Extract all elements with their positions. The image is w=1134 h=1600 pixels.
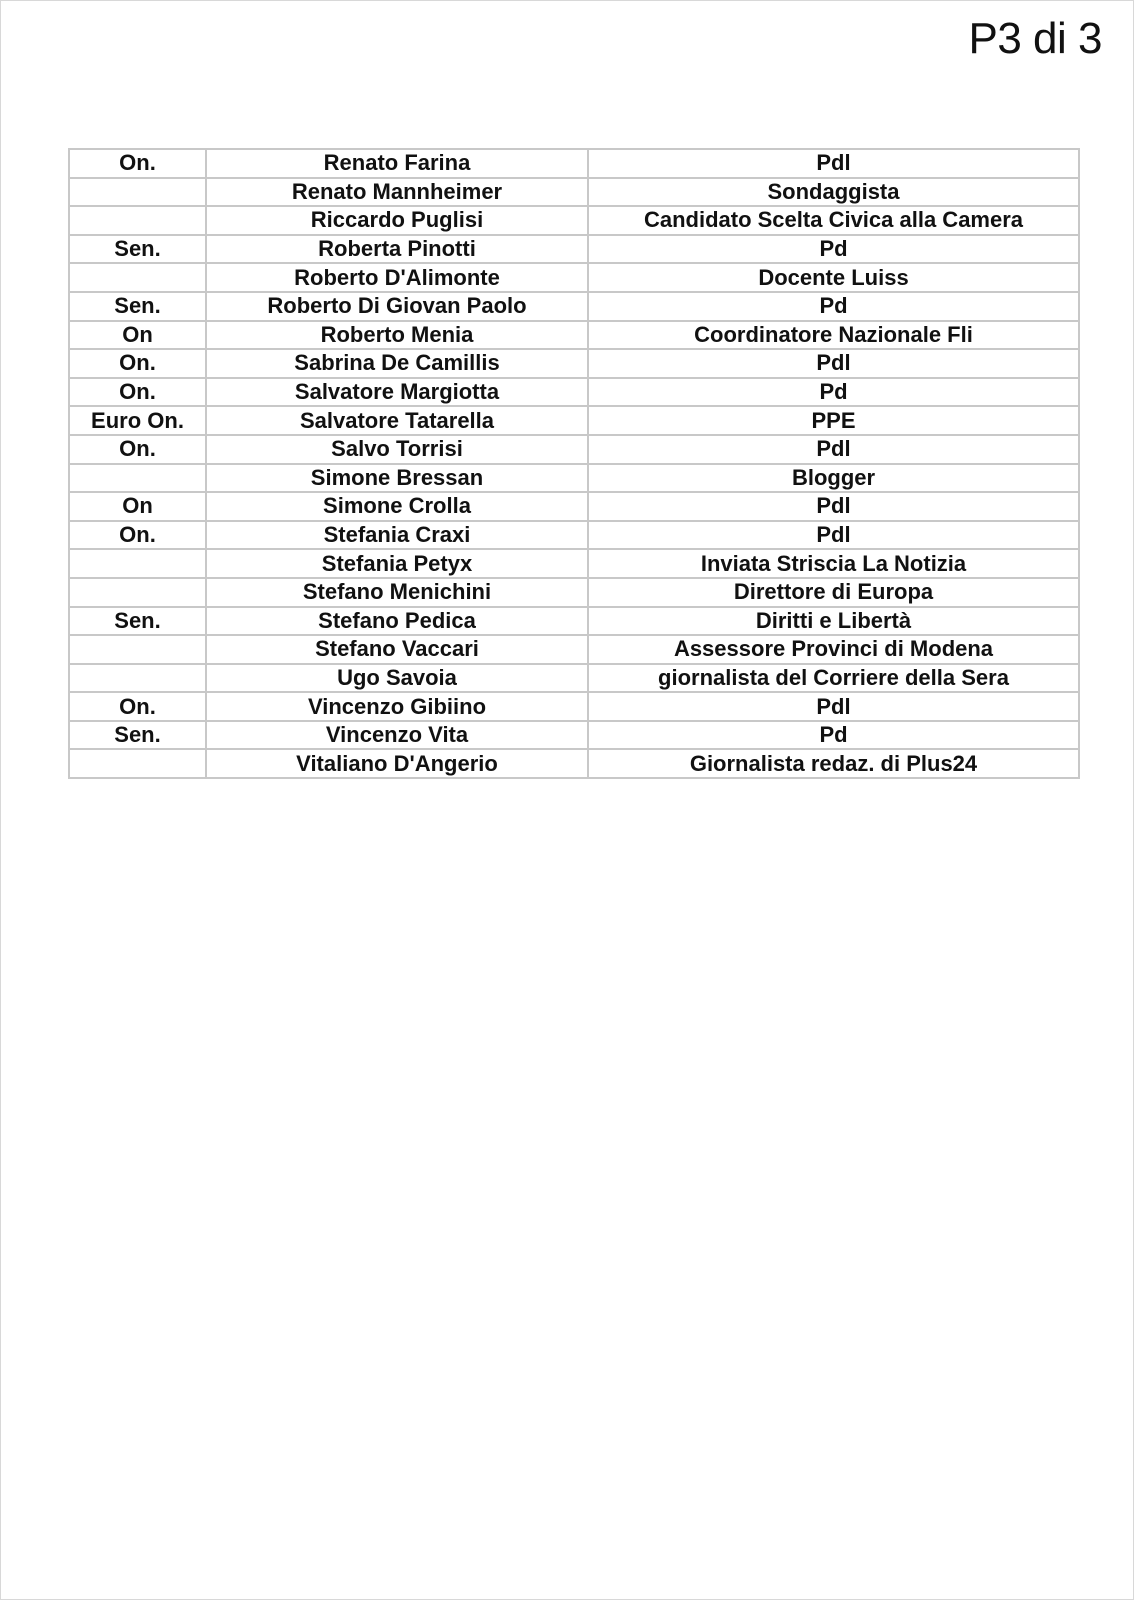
table-row	[69, 549, 1079, 578]
title-cell	[69, 749, 206, 778]
table-row	[69, 492, 1079, 521]
name-cell: Salvo Torrisi	[206, 435, 588, 464]
title-cell	[69, 464, 206, 493]
table-row	[69, 607, 1079, 636]
title-cell	[69, 178, 206, 207]
name-cell: Renato Mannheimer	[206, 178, 588, 207]
affiliation-cell: Pdl	[588, 435, 1079, 464]
affiliation-cell: Pdl	[588, 492, 1079, 521]
title-cell	[69, 578, 206, 607]
table-row	[69, 292, 1079, 321]
name-cell: Stefania Craxi	[206, 521, 588, 550]
table-row	[69, 721, 1079, 750]
table-row	[69, 749, 1079, 778]
title-cell: Sen.	[69, 607, 206, 636]
affiliation-cell: Candidato Scelta Civica alla Camera	[588, 206, 1079, 235]
table-row	[69, 635, 1079, 664]
name-cell: Salvatore Margiotta	[206, 378, 588, 407]
affiliation-cell: Pd	[588, 235, 1079, 264]
title-cell: On	[69, 321, 206, 350]
table-row	[69, 349, 1079, 378]
affiliation-cell: Pd	[588, 721, 1079, 750]
title-cell: On.	[69, 149, 206, 178]
affiliation-cell: Diritti e Libertà	[588, 607, 1079, 636]
title-cell	[69, 664, 206, 693]
name-cell: Stefano Pedica	[206, 607, 588, 636]
affiliation-cell: giornalista del Corriere della Sera	[588, 664, 1079, 693]
affiliation-cell: Assessore Provinci di Modena	[588, 635, 1079, 664]
name-cell: Stefania Petyx	[206, 549, 588, 578]
affiliation-cell: Coordinatore Nazionale Fli	[588, 321, 1079, 350]
affiliation-cell: PPE	[588, 406, 1079, 435]
name-cell: Ugo Savoia	[206, 664, 588, 693]
name-cell: Roberta Pinotti	[206, 235, 588, 264]
name-cell: Vincenzo Vita	[206, 721, 588, 750]
title-cell: On.	[69, 521, 206, 550]
name-cell: Roberto Di Giovan Paolo	[206, 292, 588, 321]
name-cell: Roberto D'Alimonte	[206, 263, 588, 292]
table-row	[69, 321, 1079, 350]
table-row	[69, 464, 1079, 493]
table-row	[69, 178, 1079, 207]
title-cell	[69, 263, 206, 292]
table-row	[69, 206, 1079, 235]
name-cell: Salvatore Tatarella	[206, 406, 588, 435]
roster-table-body	[69, 149, 1079, 778]
table-row	[69, 435, 1079, 464]
name-cell: Stefano Menichini	[206, 578, 588, 607]
title-cell: Euro On.	[69, 406, 206, 435]
affiliation-cell: Inviata Striscia La Notizia	[588, 549, 1079, 578]
title-cell: On.	[69, 692, 206, 721]
affiliation-cell: Pdl	[588, 149, 1079, 178]
name-cell: Stefano Vaccari	[206, 635, 588, 664]
affiliation-cell: Pd	[588, 292, 1079, 321]
affiliation-cell: Giornalista redaz. di Plus24	[588, 749, 1079, 778]
table-row	[69, 692, 1079, 721]
title-cell: On	[69, 492, 206, 521]
name-cell: Simone Crolla	[206, 492, 588, 521]
table-row	[69, 578, 1079, 607]
affiliation-cell: Blogger	[588, 464, 1079, 493]
affiliation-cell: Pdl	[588, 349, 1079, 378]
title-cell: Sen.	[69, 292, 206, 321]
title-cell	[69, 206, 206, 235]
title-cell	[69, 549, 206, 578]
name-cell: Sabrina De Camillis	[206, 349, 588, 378]
title-cell: On.	[69, 349, 206, 378]
title-cell: On.	[69, 435, 206, 464]
table-row	[69, 378, 1079, 407]
title-cell: Sen.	[69, 721, 206, 750]
table-row	[69, 263, 1079, 292]
table-row	[69, 235, 1079, 264]
affiliation-cell: Docente Luiss	[588, 263, 1079, 292]
affiliation-cell: Pd	[588, 378, 1079, 407]
affiliation-cell: Direttore di Europa	[588, 578, 1079, 607]
affiliation-cell: Pdl	[588, 521, 1079, 550]
roster-table	[68, 148, 1080, 779]
name-cell: Riccardo Puglisi	[206, 206, 588, 235]
table-row	[69, 664, 1079, 693]
table-row	[69, 521, 1079, 550]
name-cell: Renato Farina	[206, 149, 588, 178]
title-cell	[69, 635, 206, 664]
name-cell: Roberto Menia	[206, 321, 588, 350]
table-row	[69, 149, 1079, 178]
table-row	[69, 406, 1079, 435]
page-number: P3 di 3	[968, 14, 1102, 63]
title-cell: On.	[69, 378, 206, 407]
name-cell: Vitaliano D'Angerio	[206, 749, 588, 778]
affiliation-cell: Pdl	[588, 692, 1079, 721]
name-cell: Simone Bressan	[206, 464, 588, 493]
affiliation-cell: Sondaggista	[588, 178, 1079, 207]
title-cell: Sen.	[69, 235, 206, 264]
name-cell: Vincenzo Gibiino	[206, 692, 588, 721]
